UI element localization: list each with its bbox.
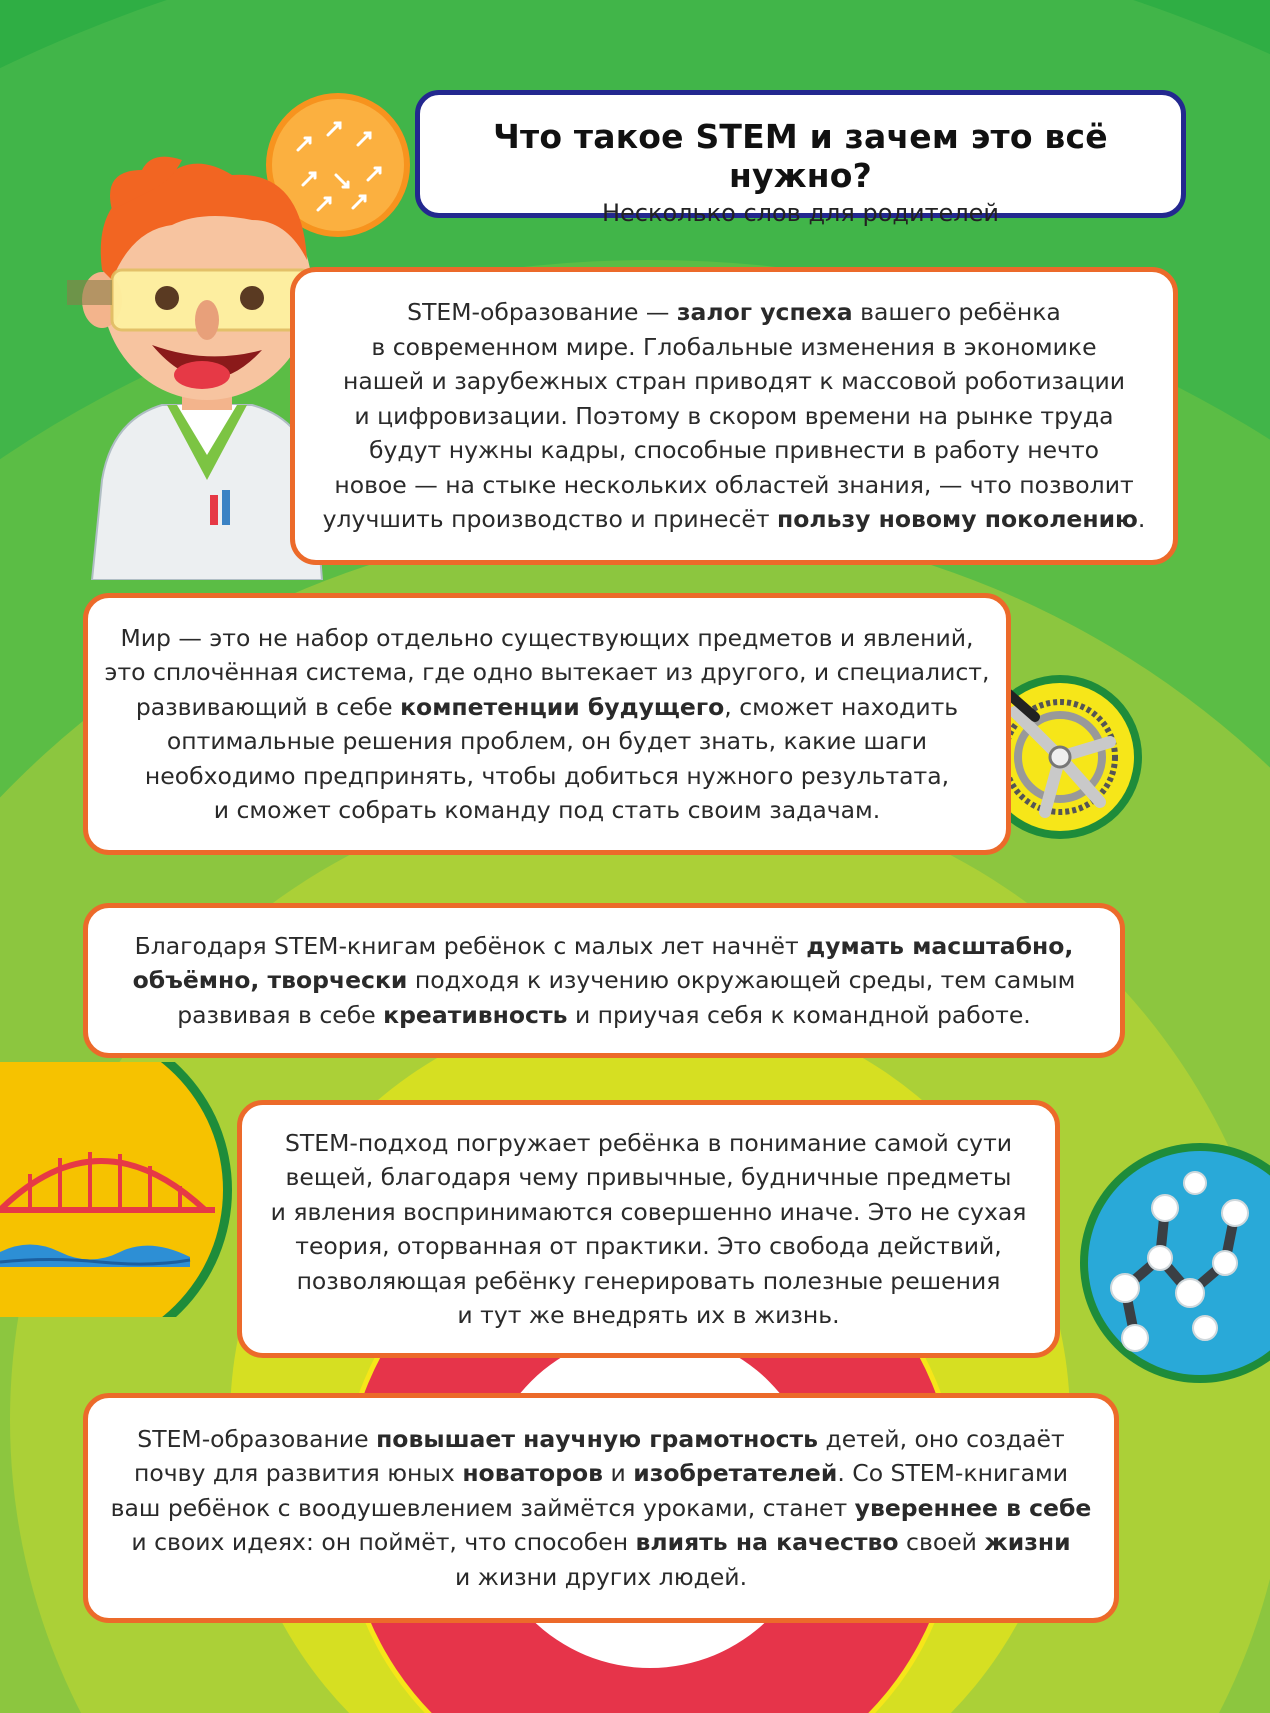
- bridge-icon: [0, 1062, 235, 1317]
- text-block-1: [290, 267, 1178, 565]
- text-block-4-paragraph: STEM-подход погружает ребёнка в понимание самой сути вещей, благодаря чему привычные, будничные предметы и явления воспринимаются совершенно иначе. Это не сухая теория, оторванная от практики. Это свобода действий, позволяющая ребёнку генерировать полезные решения и тут же внедрять их в жизнь.: [270, 1128, 1027, 1329]
- text-block-2-paragraph: Мир — это не набор отдельно существующих предметов и явлений, это сплочённая система, где одно вытекает из другого, и специалист, развивающий в себе компетенции будущего, сможет находить оптимальные решения проблем, он будет знать, какие шаги необходимо предпринять, чтобы добиться нужного результата, и сможет собрать команду под стать своим задачам.: [104, 623, 990, 824]
- text-block-3-paragraph: Благодаря STEM-книгам ребёнок с малых лет начнёт думать масштабно, объёмно, творчески подходя к изучению окружающей среды, тем самым развивая в себе креативность и приучая себя к командной работе.: [132, 931, 1076, 1029]
- text-block-2: [83, 593, 1011, 855]
- text-block-5-paragraph: STEM-образование повышает научную грамотность детей, оно создаёт почву для развития юных новаторов и изобретателей. Со STEM-книгами ваш ребёнок с воодушевлением займётся уроками, станет увереннее в себе и своих идеях: он поймёт, что способен влиять на качество своей жизни и жизни других людей.: [110, 1424, 1092, 1591]
- molecule-icon: [1075, 1138, 1270, 1388]
- page-subtitle: Несколько слов для родителей: [601, 199, 1000, 227]
- text-block-5: [83, 1393, 1119, 1623]
- title-box: [415, 90, 1186, 227]
- text-block-3: [83, 903, 1125, 1058]
- page-title: Что такое STEM и зачем это всё нужно?: [493, 117, 1108, 195]
- text-block-1-paragraph: STEM-образование — залог успеха вашего ребёнка в современном мире. Глобальные изменения в экономике нашей и зарубежных стран приводят к массовой роботизации и цифровизации. Поэтому в скором времени на рынке труда будут нужны кадры, способные привнести в работу нечто новое — на стыке нескольких областей знания, — что позволит улучшить производство и принесёт пользу новому поколению.: [322, 298, 1146, 534]
- text-block-4: [237, 1100, 1060, 1358]
